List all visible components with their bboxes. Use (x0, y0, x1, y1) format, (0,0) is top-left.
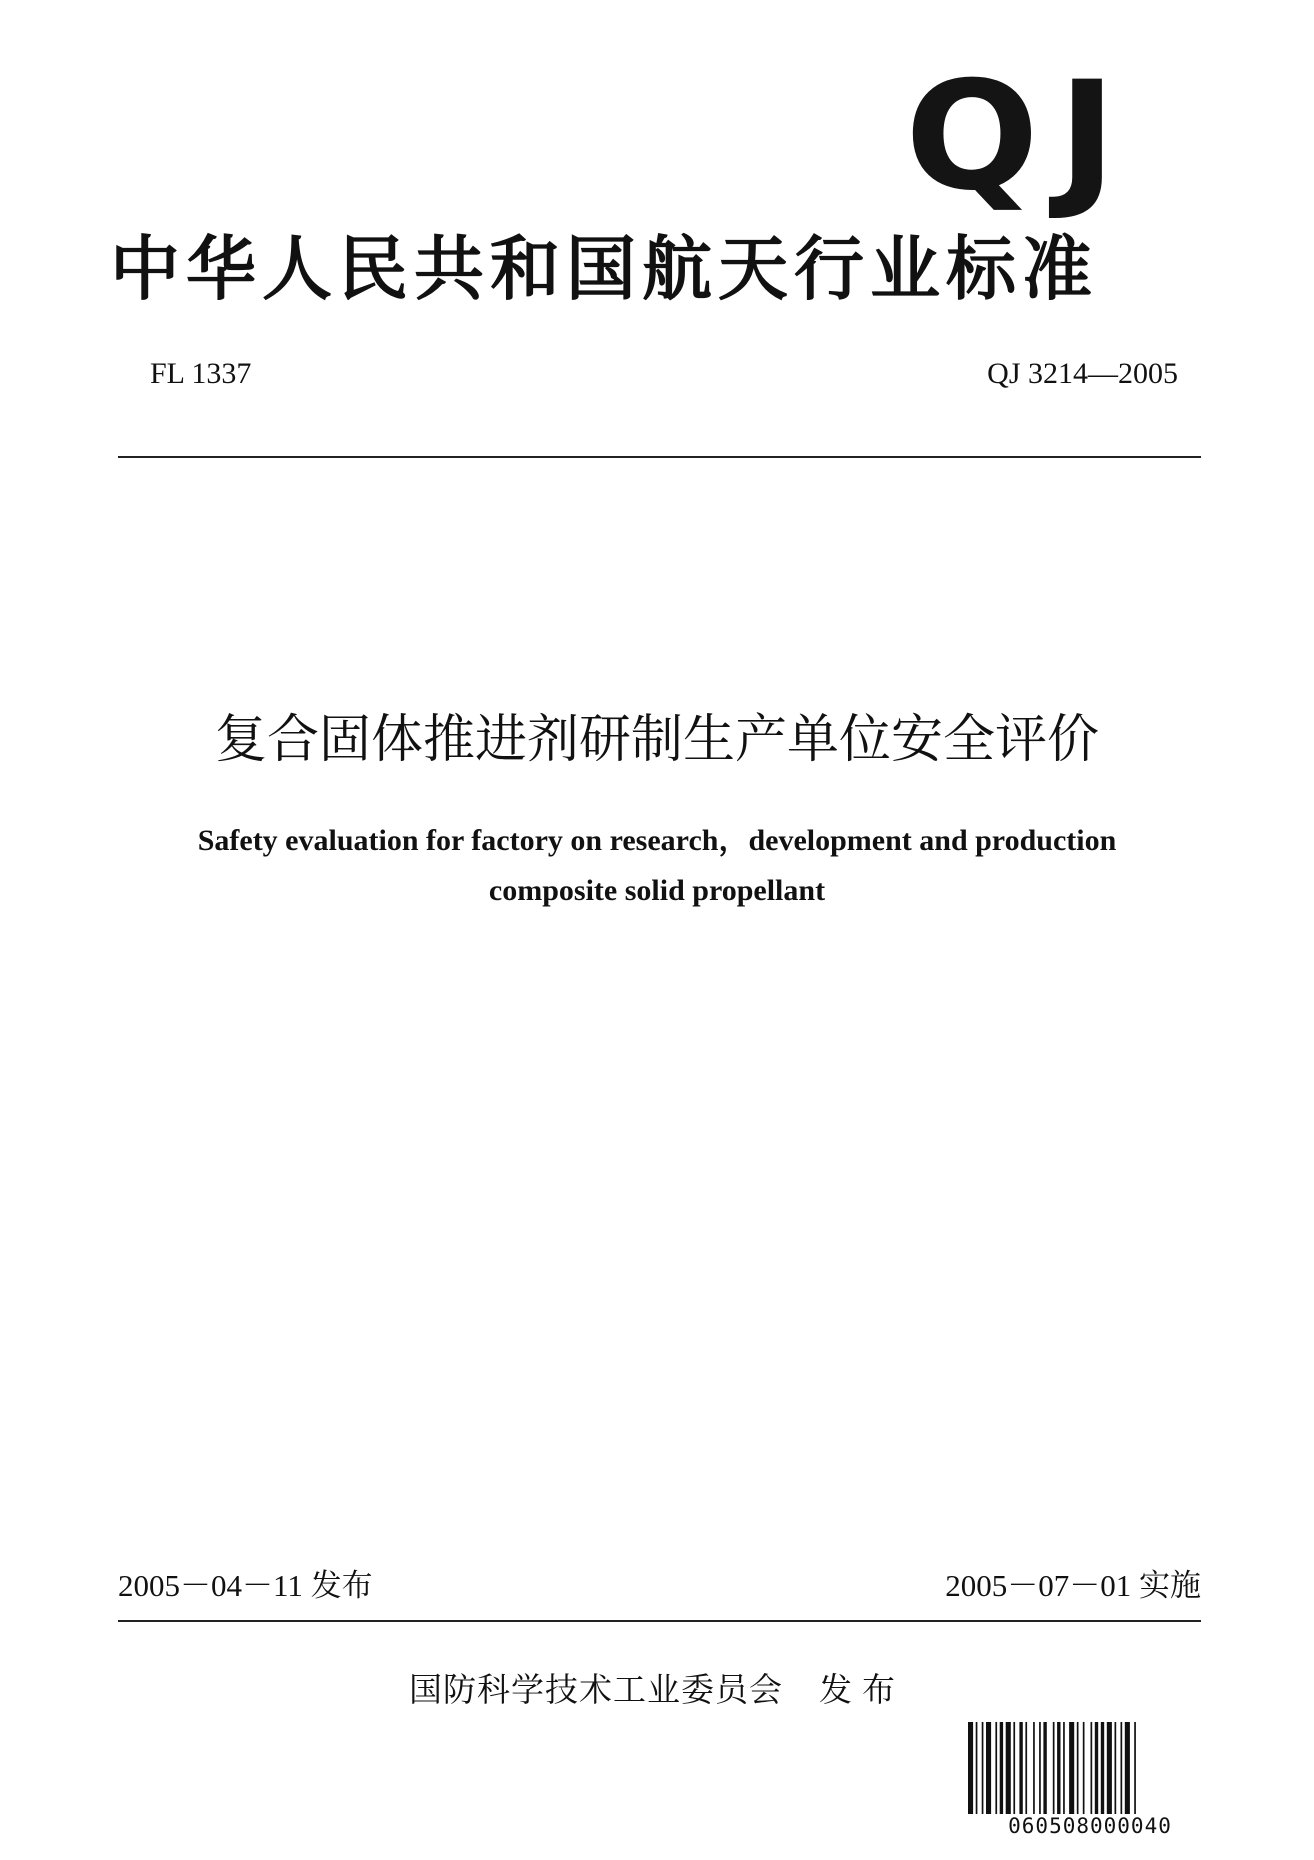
publisher-action: 发布 (819, 1670, 905, 1709)
publisher-line (0, 1668, 1314, 1712)
standard-number: QJ 3214—2005 (987, 357, 1178, 390)
footer-divider (118, 1620, 1201, 1622)
barcode-icon (968, 1722, 1212, 1814)
publisher-org: 国防科学技术工业委员会 (409, 1670, 783, 1709)
industry-standard-title: 中华人民共和国航天行业标准 (110, 228, 1098, 310)
document-title-en-line1: Safety evaluation for factory on research，development and production (197, 824, 1117, 857)
document-title-en-line2: composite solid propellant (488, 874, 826, 907)
issue-date: 2005－04－11 发布 (118, 1568, 373, 1603)
classification-code: FL 1337 (150, 357, 252, 390)
header-divider (118, 456, 1201, 458)
qj-logo: QJ (905, 50, 1136, 224)
document-title-zh: 复合固体推进剂研制生产单位安全评价 (214, 710, 1099, 770)
implementation-date: 2005－07－01 实施 (945, 1568, 1201, 1603)
barcode-number: 060508000040 (1008, 1814, 1172, 1838)
